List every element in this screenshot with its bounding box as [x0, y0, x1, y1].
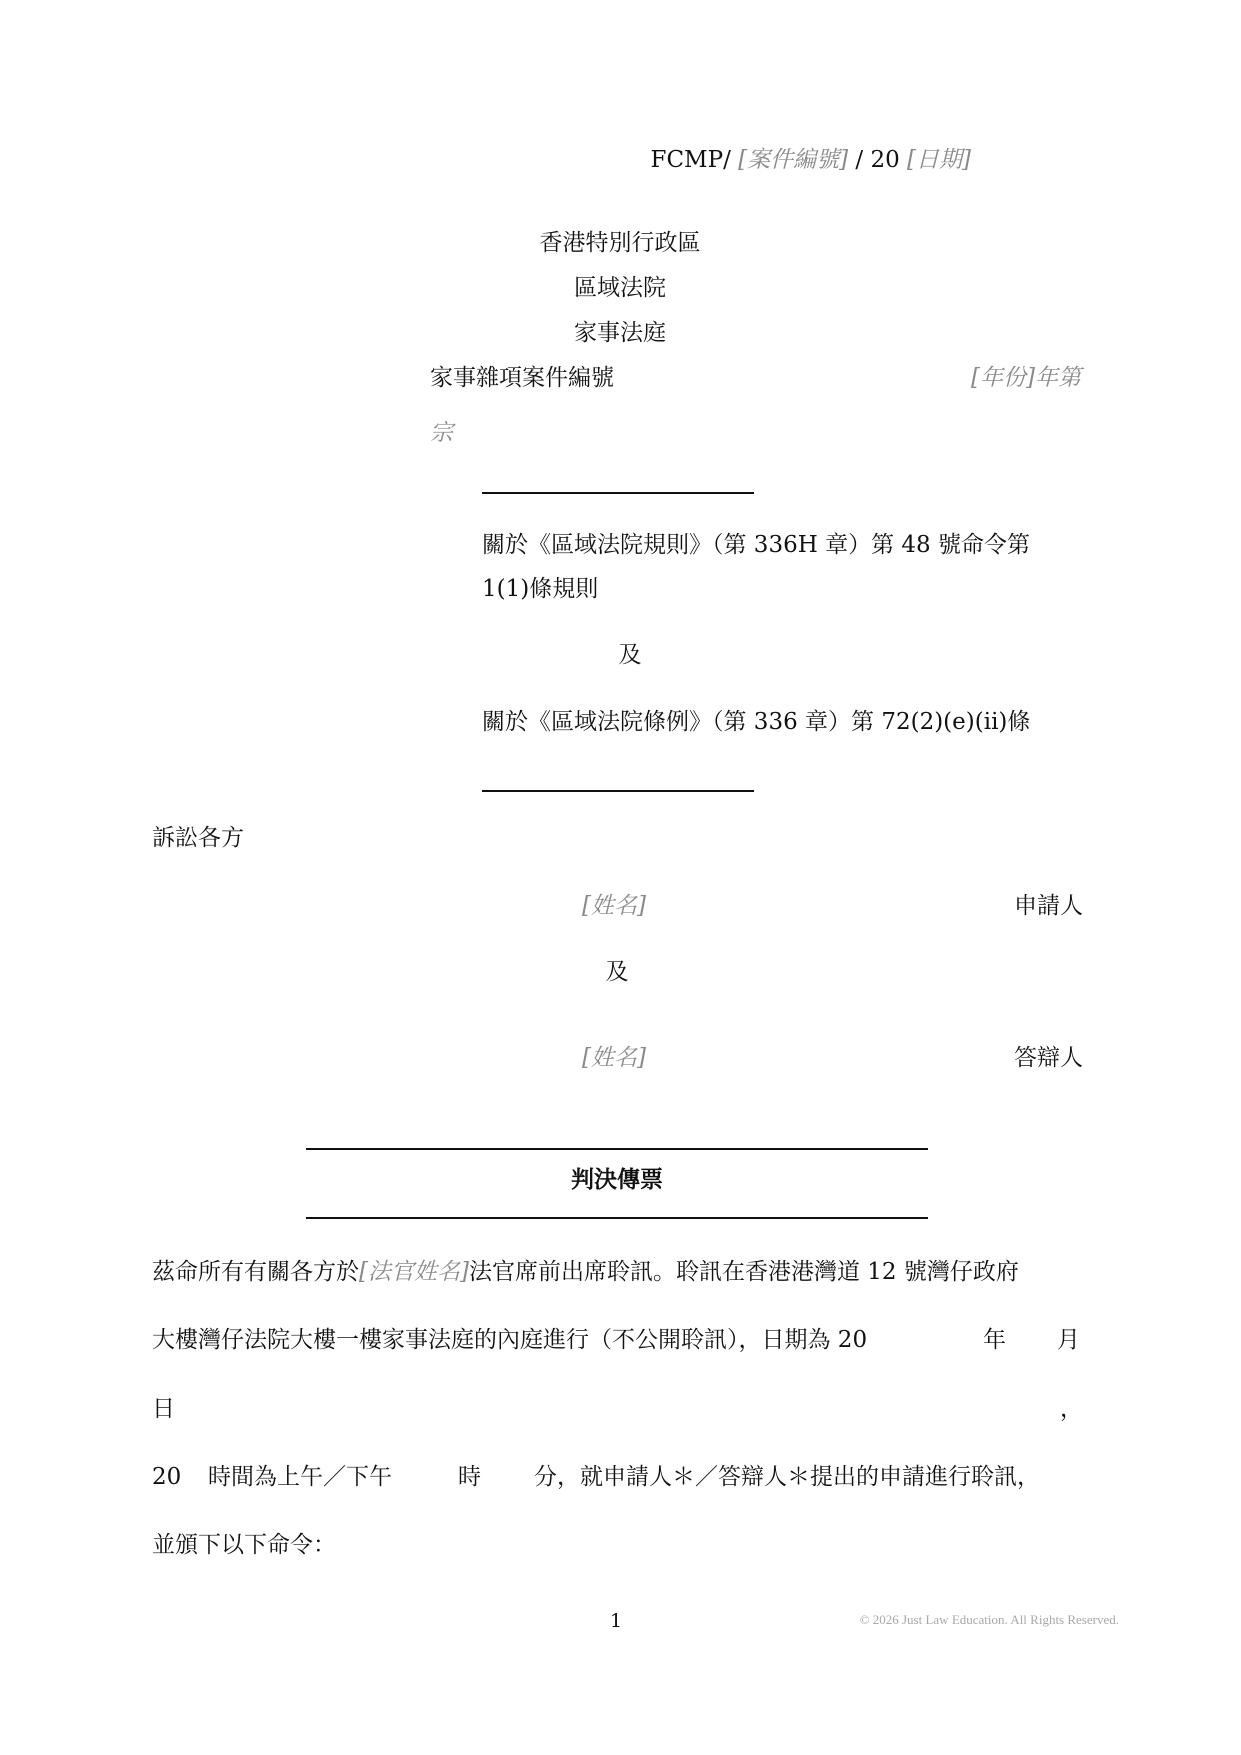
applicant-name-placeholder: [姓名] — [582, 893, 646, 919]
body-month: 月 — [1057, 1327, 1080, 1353]
body-year: 年 — [983, 1327, 1006, 1353]
body-line-1 — [152, 1257, 1019, 1287]
year-placeholder: [年份] — [971, 365, 1035, 391]
year-suffix: 年第 — [1035, 365, 1081, 391]
body-day-comma: ， — [1060, 1396, 1083, 1422]
page-number: 1 — [610, 1610, 623, 1632]
body-line-4-hour: 時 — [458, 1464, 481, 1490]
parties-and: 及 — [605, 959, 629, 985]
body-line-4-end: 分，就申請人＊／答辯人＊提出的申請進行聆訊， — [534, 1464, 1040, 1490]
court-division: 家事法庭 — [574, 320, 666, 346]
divider-bottom — [482, 790, 754, 792]
matter-line-1a: 關於《區域法院規則》（第 336H 章）第 48 號命令第 — [482, 532, 1030, 558]
copyright-notice: © 2026 Just Law Education. All Rights Reserved. — [859, 1612, 1119, 1627]
divider-top — [482, 492, 754, 494]
matter-line-2: 關於《區域法院條例》（第 336 章）第 72(2)(e)(ii)條 — [482, 709, 1031, 735]
parties-heading: 訴訟各方 — [152, 825, 244, 851]
matter-line-1b: 1(1)條規則 — [482, 576, 599, 602]
title-rule-bottom — [306, 1217, 928, 1219]
case-ref-prefix: FCMP/ — [650, 147, 731, 173]
court-region: 香港特別行政區 — [539, 230, 701, 256]
matter-and: 及 — [618, 642, 642, 668]
judge-name-placeholder: [法官姓名] — [359, 1259, 469, 1285]
case-suffix: 宗 — [430, 420, 453, 446]
document-title: 判決傳票 — [571, 1166, 663, 1193]
body-day: 日 — [152, 1396, 175, 1422]
case-reference — [650, 145, 971, 175]
body-line-1-end: 法官席前出席聆訊。聆訊在香港港灣道 12 號灣仔政府 — [468, 1259, 1019, 1285]
body-line-4-time: 時間為上午／下午 — [208, 1464, 392, 1490]
court-name: 區域法院 — [574, 275, 666, 301]
case-number-placeholder: [案件編號] — [738, 147, 849, 173]
date-placeholder: [日期] — [907, 147, 971, 173]
respondent-role: 答辯人 — [1014, 1045, 1083, 1071]
body-line-1-start: 茲命所有有關各方於 — [152, 1259, 359, 1285]
title-rule-top — [306, 1148, 928, 1150]
case-ref-mid: / 20 — [848, 147, 900, 173]
body-line-5: 並頒下以下命令： — [152, 1532, 336, 1558]
applicant-role: 申請人 — [1014, 893, 1083, 919]
case-number-label: 家事雜項案件編號 — [430, 365, 614, 391]
case-year — [971, 363, 1081, 393]
respondent-name-placeholder: [姓名] — [582, 1045, 646, 1071]
body-line-2: 大樓灣仔法院大樓一樓家事法庭的內庭進行（不公開聆訊），日期為 20 — [152, 1327, 868, 1353]
body-line-4-year: 20 — [152, 1464, 182, 1490]
